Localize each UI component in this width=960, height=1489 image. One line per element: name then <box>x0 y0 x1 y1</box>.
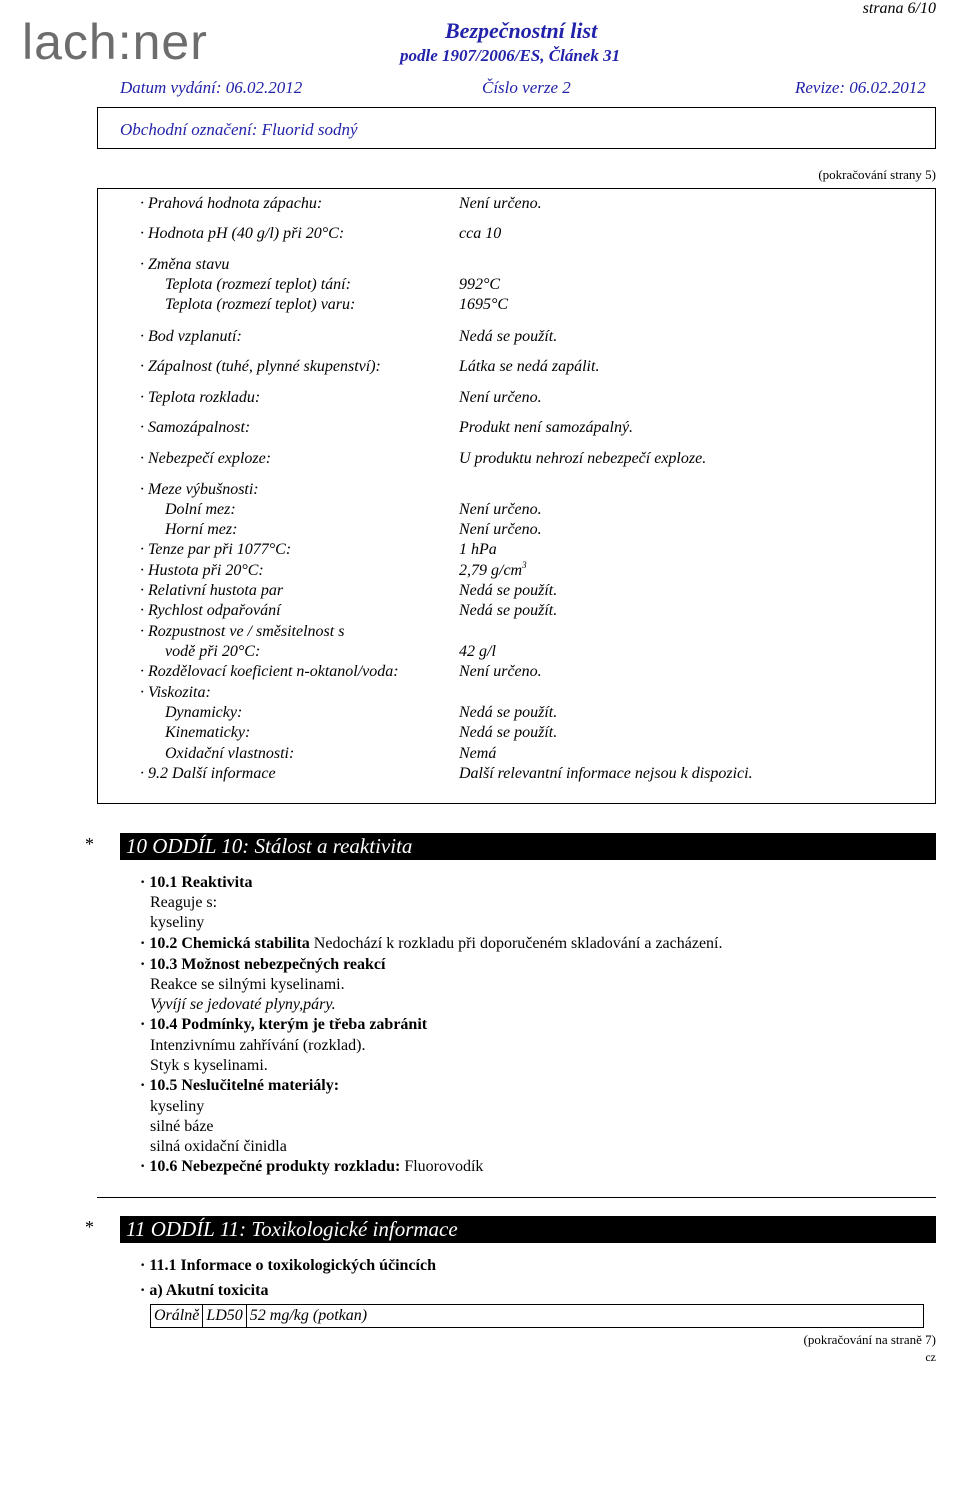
property-value: Produkt není samozápalný. <box>459 419 634 436</box>
trade-name-box <box>97 107 936 149</box>
property-value: Látka se nedá zapálit. <box>459 358 600 375</box>
property-label: · Změna stavu <box>140 256 230 273</box>
section-10-line: Styk s kyselinami. <box>150 1057 268 1074</box>
property-value: Další relevantní informace nejsou k dispozici. <box>459 765 753 782</box>
property-value: Není určeno. <box>459 663 542 680</box>
property-value: Nedá se použít. <box>459 328 558 345</box>
page-number: strana 6/10 <box>862 0 936 17</box>
property-value: Nedá se použít. <box>459 724 558 741</box>
property-value: Nemá <box>459 745 497 762</box>
property-value: Není určeno. <box>459 389 542 406</box>
section-10-line: · 10.2 Chemická stabilita Nedochází k rozkladu při doporučeném skladování a zacházení. <box>140 935 723 952</box>
table-cell-type: LD50 <box>203 1305 246 1328</box>
property-label: · Hustota při 20°C: <box>140 562 264 579</box>
property-value: Není určeno. <box>459 195 542 212</box>
section-11-header <box>120 1216 936 1243</box>
property-label: Oxidační vlastnosti: <box>165 745 295 762</box>
version-number: Číslo verze 2 <box>482 78 571 97</box>
table-cell-route: Orálně <box>151 1305 203 1328</box>
property-value: 1695°C <box>459 296 509 313</box>
property-label: · Rozpustnost ve / směsitelnost s <box>140 623 345 640</box>
section-11-line: · a) Akutní toxicita <box>140 1282 269 1299</box>
document-title: Bezpečnostní list <box>445 18 598 43</box>
property-value: Nedá se použít. <box>459 602 558 619</box>
section-10-line: Vyvíjí se jedovaté plyny,páry. <box>150 996 336 1013</box>
table-row <box>151 1305 924 1328</box>
property-label: · Zápalnost (tuhé, plynné skupenství): <box>140 358 381 375</box>
property-label: · Rychlost odpařování <box>140 602 281 619</box>
density-superscript: 3 <box>522 560 527 570</box>
section-10-line: · 10.1 Reaktivita <box>140 874 253 891</box>
property-label: Kinematicky: <box>165 724 251 741</box>
continuation-bottom: (pokračování na straně 7) <box>803 1332 936 1347</box>
property-label: Teplota (rozmezí teplot) tání: <box>165 276 351 293</box>
section-10-line: Reaguje s: <box>150 894 218 911</box>
section-10-line: silné báze <box>150 1118 214 1135</box>
trade-name: Obchodní označení: Fluorid sodný <box>120 120 358 139</box>
section-10-line: kyseliny <box>150 1098 205 1115</box>
company-logo: lach:ner <box>22 14 208 70</box>
property-label: Dynamicky: <box>165 704 243 721</box>
section-10-line: · 10.3 Možnost nebezpečných reakcí <box>140 956 386 973</box>
property-label: · Prahová hodnota zápachu: <box>140 195 323 212</box>
property-label: · Rozdělovací koeficient n-oktanol/voda: <box>140 663 399 680</box>
property-label: · Teplota rozkladu: <box>140 389 261 406</box>
property-label: vodě při 20°C: <box>165 643 261 660</box>
property-label: · 9.2 Další informace <box>140 765 276 782</box>
property-label: · Hodnota pH (40 g/l) při 20°C: <box>140 225 345 242</box>
section-10-line: Intenzivnímu zahřívání (rozklad). <box>150 1037 366 1054</box>
property-label: · Nebezpečí exploze: <box>140 450 272 467</box>
property-value: Není určeno. <box>459 521 542 538</box>
section-10-line: kyseliny <box>150 914 205 931</box>
property-label: Dolní mez: <box>165 501 236 518</box>
property-value: Nedá se použít. <box>459 704 558 721</box>
property-value: U produktu nehrozí nebezpečí exploze. <box>459 450 707 467</box>
section-10-line: Reakce se silnými kyselinami. <box>150 976 345 993</box>
section-divider <box>97 1197 936 1198</box>
section-11-title: 11 ODDÍL 11: Toxikologické informace <box>126 1217 458 1241</box>
property-label: · Samozápalnost: <box>140 419 251 436</box>
section-10-title: 10 ODDÍL 10: Stálost a reaktivita <box>126 834 413 858</box>
property-label: · Bod vzplanutí: <box>140 328 242 345</box>
change-marker: * <box>85 834 94 854</box>
property-label: · Meze výbušnosti: <box>140 481 259 498</box>
section-10-line: · 10.5 Neslučitelné materiály: <box>140 1077 340 1094</box>
section-11-line: · 11.1 Informace o toxikologických účincích <box>140 1257 436 1274</box>
section-10-line: · 10.4 Podmínky, kterým je třeba zabránit <box>140 1016 428 1033</box>
revision-date: Revize: 06.02.2012 <box>795 78 926 97</box>
property-label: · Relativní hustota par <box>140 582 284 599</box>
property-label: · Viskozita: <box>140 684 211 701</box>
density-value: 2,79 g/cm <box>459 562 523 579</box>
section-10-line: silná oxidační činidla <box>150 1138 287 1155</box>
document-subtitle: podle 1907/2006/ES, Článek 31 <box>400 46 621 65</box>
property-value: 1 hPa <box>459 541 497 558</box>
language-code: cz <box>925 1350 936 1364</box>
section-10-header <box>120 833 936 860</box>
property-label: Horní mez: <box>165 521 238 538</box>
section-10-line: · 10.6 Nebezpečné produkty rozkladu: Fluorovodík <box>140 1158 484 1175</box>
property-value-density <box>459 561 527 582</box>
property-value: 992°C <box>459 276 501 293</box>
continuation-top: (pokračování strany 5) <box>818 167 936 182</box>
property-label: · Tenze par při 1077°C: <box>140 541 292 558</box>
property-value: 42 g/l <box>459 643 496 660</box>
property-value: cca 10 <box>459 225 502 242</box>
toxicity-table <box>150 1304 924 1328</box>
table-cell-value: 52 mg/kg (potkan) <box>246 1305 923 1328</box>
property-label: Teplota (rozmezí teplot) varu: <box>165 296 356 313</box>
issue-date: Datum vydání: 06.02.2012 <box>120 78 303 97</box>
property-value: Nedá se použít. <box>459 582 558 599</box>
change-marker: * <box>85 1217 94 1237</box>
property-value: Není určeno. <box>459 501 542 518</box>
